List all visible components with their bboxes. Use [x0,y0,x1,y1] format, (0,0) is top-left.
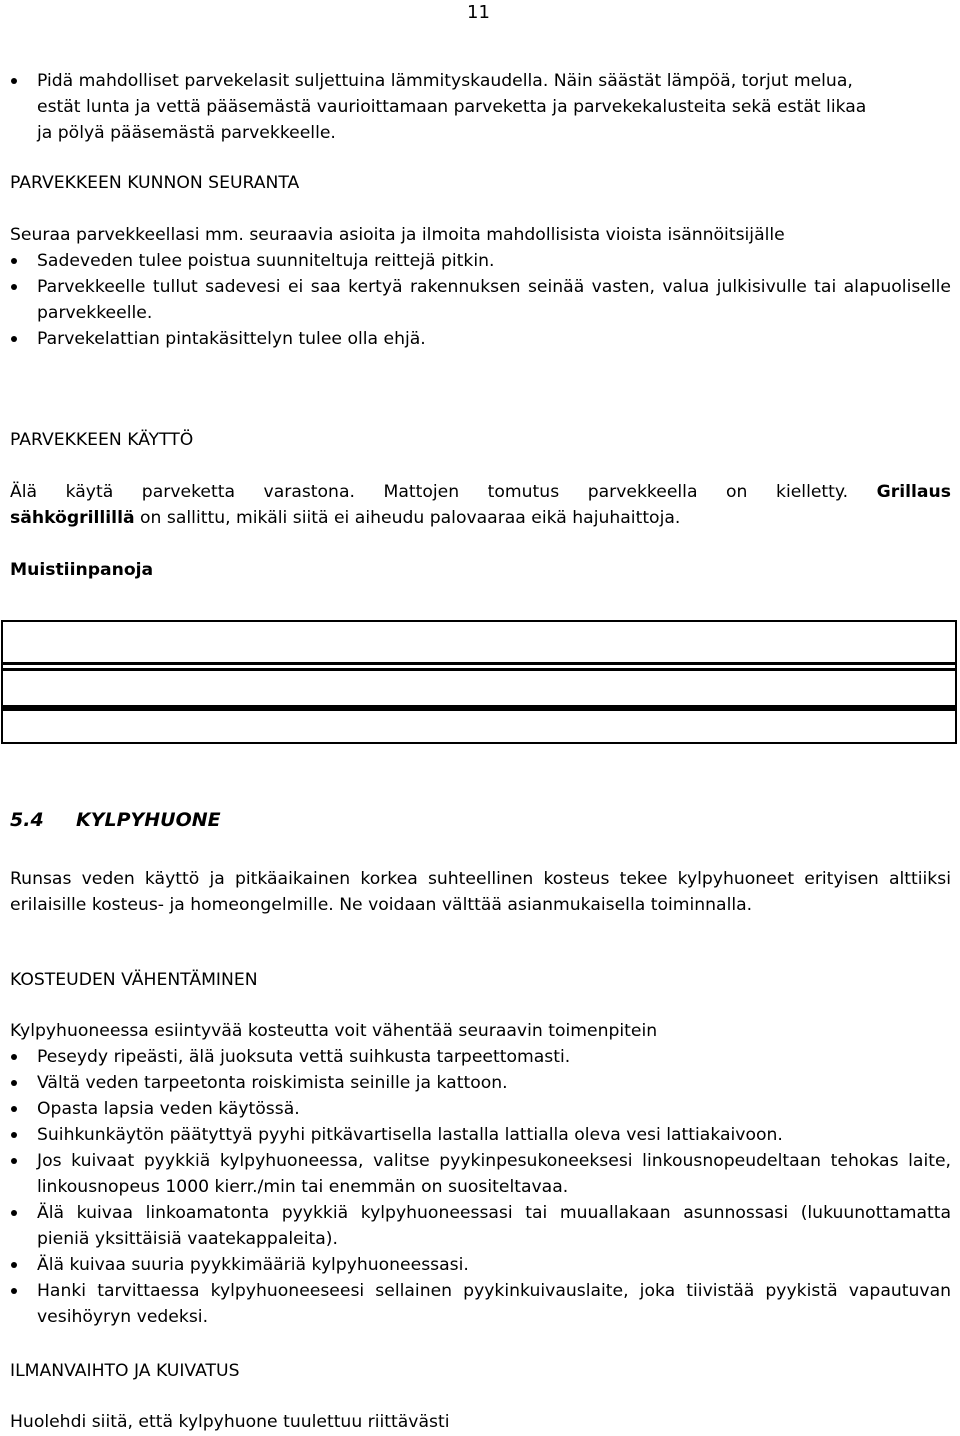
page-number: 11 [467,2,490,23]
notes-box [1,620,957,744]
section-heading-kunto: PARVEKKEEN KUNNON SEURANTA [10,173,300,193]
kunto-list [10,248,951,352]
section-heading-ilmanvaihto: ILMANVAIHTO JA KUIVATUS [10,1361,240,1381]
notes-heading: Muistiinpanoja [10,560,154,580]
list-item: Jos kuivaat pyykkiä kylpyhuoneessa, valitse pyykinpesukoneeksesi linkousnopeudeltaan tehokas laite, linkousnopeus 1000 kierr./min tai enemmän on suositeltavaa. [10,1148,951,1200]
section-heading-kosteus: KOSTEUDEN VÄHENTÄMINEN [10,970,258,990]
ilmanvaihto-intro: Huolehdi siitä, että kylpyhuone tuulettuu riittävästi [10,1412,450,1432]
list-item: Parvekelattian pintakäsittelyn tulee olla ehjä. [10,326,951,352]
kaytto-text: on sallittu, mikäli siitä ei aiheudu palovaaraa eikä hajuhaittoja. [134,508,681,528]
section-heading-kaytto: PARVEKKEEN KÄYTTÖ [10,430,194,450]
bullet-line: Pidä mahdolliset parvekelasit suljettuina lämmityskaudella. Näin säästät lämpöä, torjut melua, [37,71,853,91]
list-item: Peseydy ripeästi, älä juoksuta vettä suihkusta tarpeettomasti. [10,1044,951,1070]
list-item: Suihkunkäytön päätyttyä pyyhi pitkävartisella lastalla lattialla oleva vesi lattiakaivoon. [10,1122,951,1148]
section-number: 5.4 [10,809,44,831]
kaytto-line [10,479,951,505]
bullet-line: estät lunta ja vettä pääsemästä vaurioittamaan parveketta ja parvekekalusteita sekä estät likaa [37,97,867,117]
kaytto-text: Älä käytä parveketta varastona. Mattojen tomutus parvekkeella on kielletty. [10,482,849,502]
section-title [10,807,221,833]
list-item: Vältä veden tarpeetonta roiskimista seinille ja kattoon. [10,1070,951,1096]
kaytto-paragraph [10,479,951,531]
intro-bullet-list [10,68,951,146]
list-item: Älä kuivaa linkoamatonta pyykkiä kylpyhuoneessasi tai muuallakaan asunnossasi (lukuunottamatta pieniä yksittäisiä vaatekappaleita). [10,1200,951,1252]
notes-line [3,708,955,745]
kunto-intro: Seuraa parvekkeellasi mm. seuraavia asioita ja ilmoita mahdollisista vioista isännöitsijälle [10,225,785,245]
list-item: Opasta lapsia veden käytössä. [10,1096,951,1122]
list-item: Älä kuivaa suuria pyykkimääriä kylpyhuoneessasi. [10,1252,951,1278]
section-intro: Runsas veden käyttö ja pitkäaikainen korkea suhteellinen kosteus tekee kylpyhuoneet erityisen alttiiksi erilaisille kosteus- ja homeongelmille. Ne voidaan välttää asianmukaisella toiminnalla. [10,869,951,915]
list-item: Sadeveden tulee poistua suunniteltuja reittejä pitkin. [10,248,951,274]
list-item: Hanki tarvittaessa kylpyhuoneeseesi sellainen pyykinkuivauslaite, joka tiivistää pyykistä vapautuvan vesihöyryn vedeksi. [10,1278,951,1330]
kosteus-list [10,1044,951,1330]
kosteus-intro: Kylpyhuoneessa esiintyvää kosteutta voit vähentää seuraavin toimenpitein [10,1021,658,1041]
section-name: KYLPYHUONE [76,809,221,831]
kaytto-bold-text: Grillaus [876,482,951,502]
kaytto-bold-text: sähkögrillillä [10,508,135,528]
notes-line [3,628,955,665]
list-item: Parvekkeelle tullut sadevesi ei saa kertyä rakennuksen seinää vasten, valua julkisivulle tai alapuoliselle parvekkeelle. [10,274,951,326]
kaytto-line [10,505,951,531]
notes-line [3,668,955,708]
list-item [10,68,951,146]
bullet-line: ja pölyä pääsemästä parvekkeelle. [37,123,336,143]
